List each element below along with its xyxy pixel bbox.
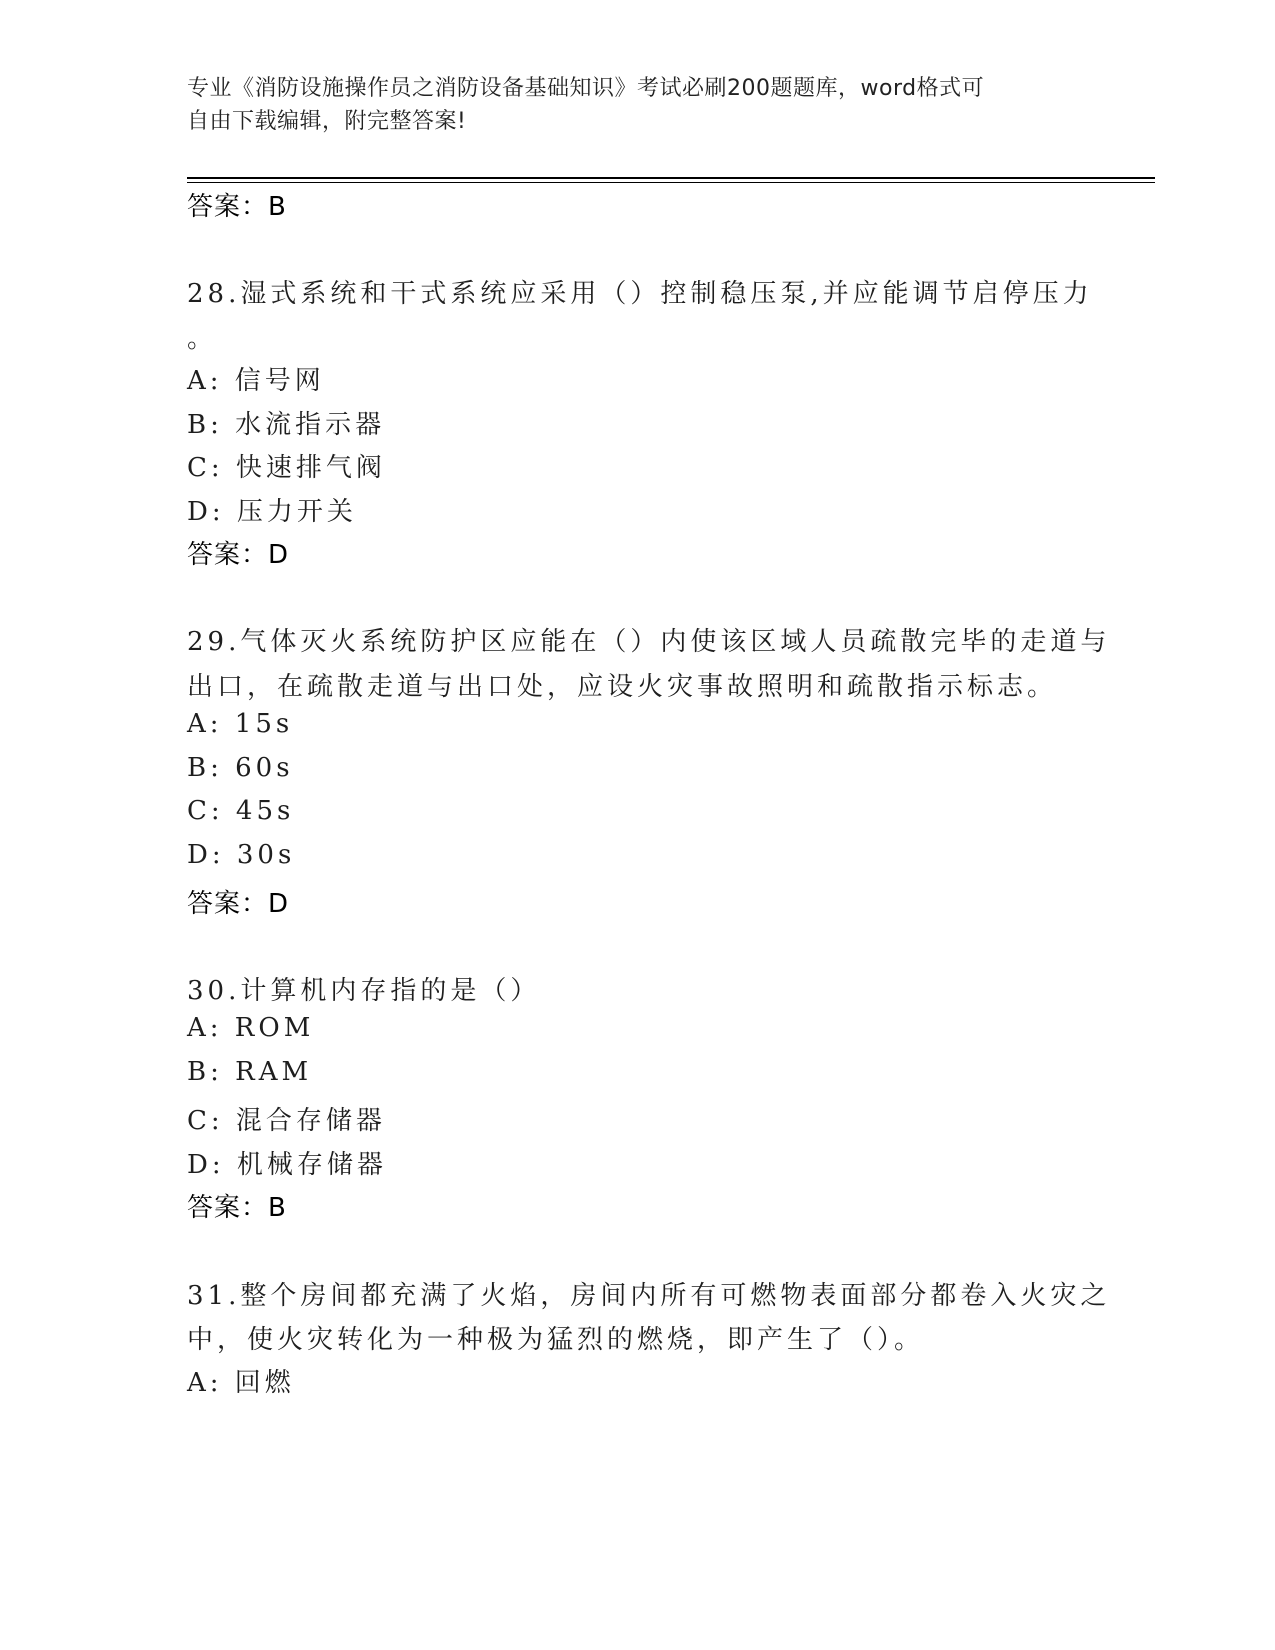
question-29-text-line-2: 出口，在疏散走道与出口处，应设火灾事故照明和疏散指示标志。 (187, 672, 1058, 702)
question-29-answer: 答案：D (187, 889, 290, 919)
question-28-text-line-2: 。 (187, 324, 218, 354)
document-header (187, 72, 1067, 138)
question-30-text-line-1: 30.计算机内存指的是（） (187, 976, 541, 1006)
question-28-option-d: D: 压力开关 (187, 497, 357, 527)
question-31-text-line-1: 31.整个房间都充满了火焰，房间内所有可燃物表面部分都卷入火灾之 (187, 1281, 1111, 1311)
header-line-1: 专业《消防设施操作员之消防设备基础知识》考试必刷200题题库，word格式可 (187, 76, 985, 101)
question-31-text-line-2: 中，使火灾转化为一种极为猛烈的燃烧，即产生了（）。 (187, 1325, 925, 1355)
question-30-option-a: A: ROM (187, 1013, 315, 1043)
previous-question-answer: 答案：B (187, 192, 287, 222)
header-rule-thin (187, 182, 1155, 183)
question-30-option-b: B: RAM (187, 1057, 313, 1087)
question-28-answer: 答案：D (187, 540, 290, 570)
header-rule-thick (187, 177, 1155, 179)
question-30-option-c: C: 混合存储器 (187, 1106, 386, 1136)
question-29-option-a: A: 15s (187, 709, 294, 739)
header-line-2: 自由下载编辑，附完整答案! (187, 109, 467, 134)
question-29-text-line-1: 29.气体灭火系统防护区应能在（）内使该区域人员疏散完毕的走道与 (187, 627, 1111, 657)
question-29-option-c: C: 45s (187, 796, 295, 826)
question-28-option-c: C: 快速排气阀 (187, 453, 386, 483)
question-30-option-d: D: 机械存储器 (187, 1150, 387, 1180)
question-28-option-a: A: 信号网 (187, 366, 325, 396)
question-29-option-d: D: 30s (187, 840, 296, 870)
question-30-answer: 答案：B (187, 1193, 287, 1223)
question-28-option-b: B: 水流指示器 (187, 410, 386, 440)
question-28-text-line-1: 28.湿式系统和干式系统应采用（）控制稳压泵,并应能调节启停压力 (187, 279, 1093, 309)
question-29-option-b: B: 60s (187, 753, 294, 783)
question-31-option-a: A: 回燃 (187, 1368, 295, 1398)
